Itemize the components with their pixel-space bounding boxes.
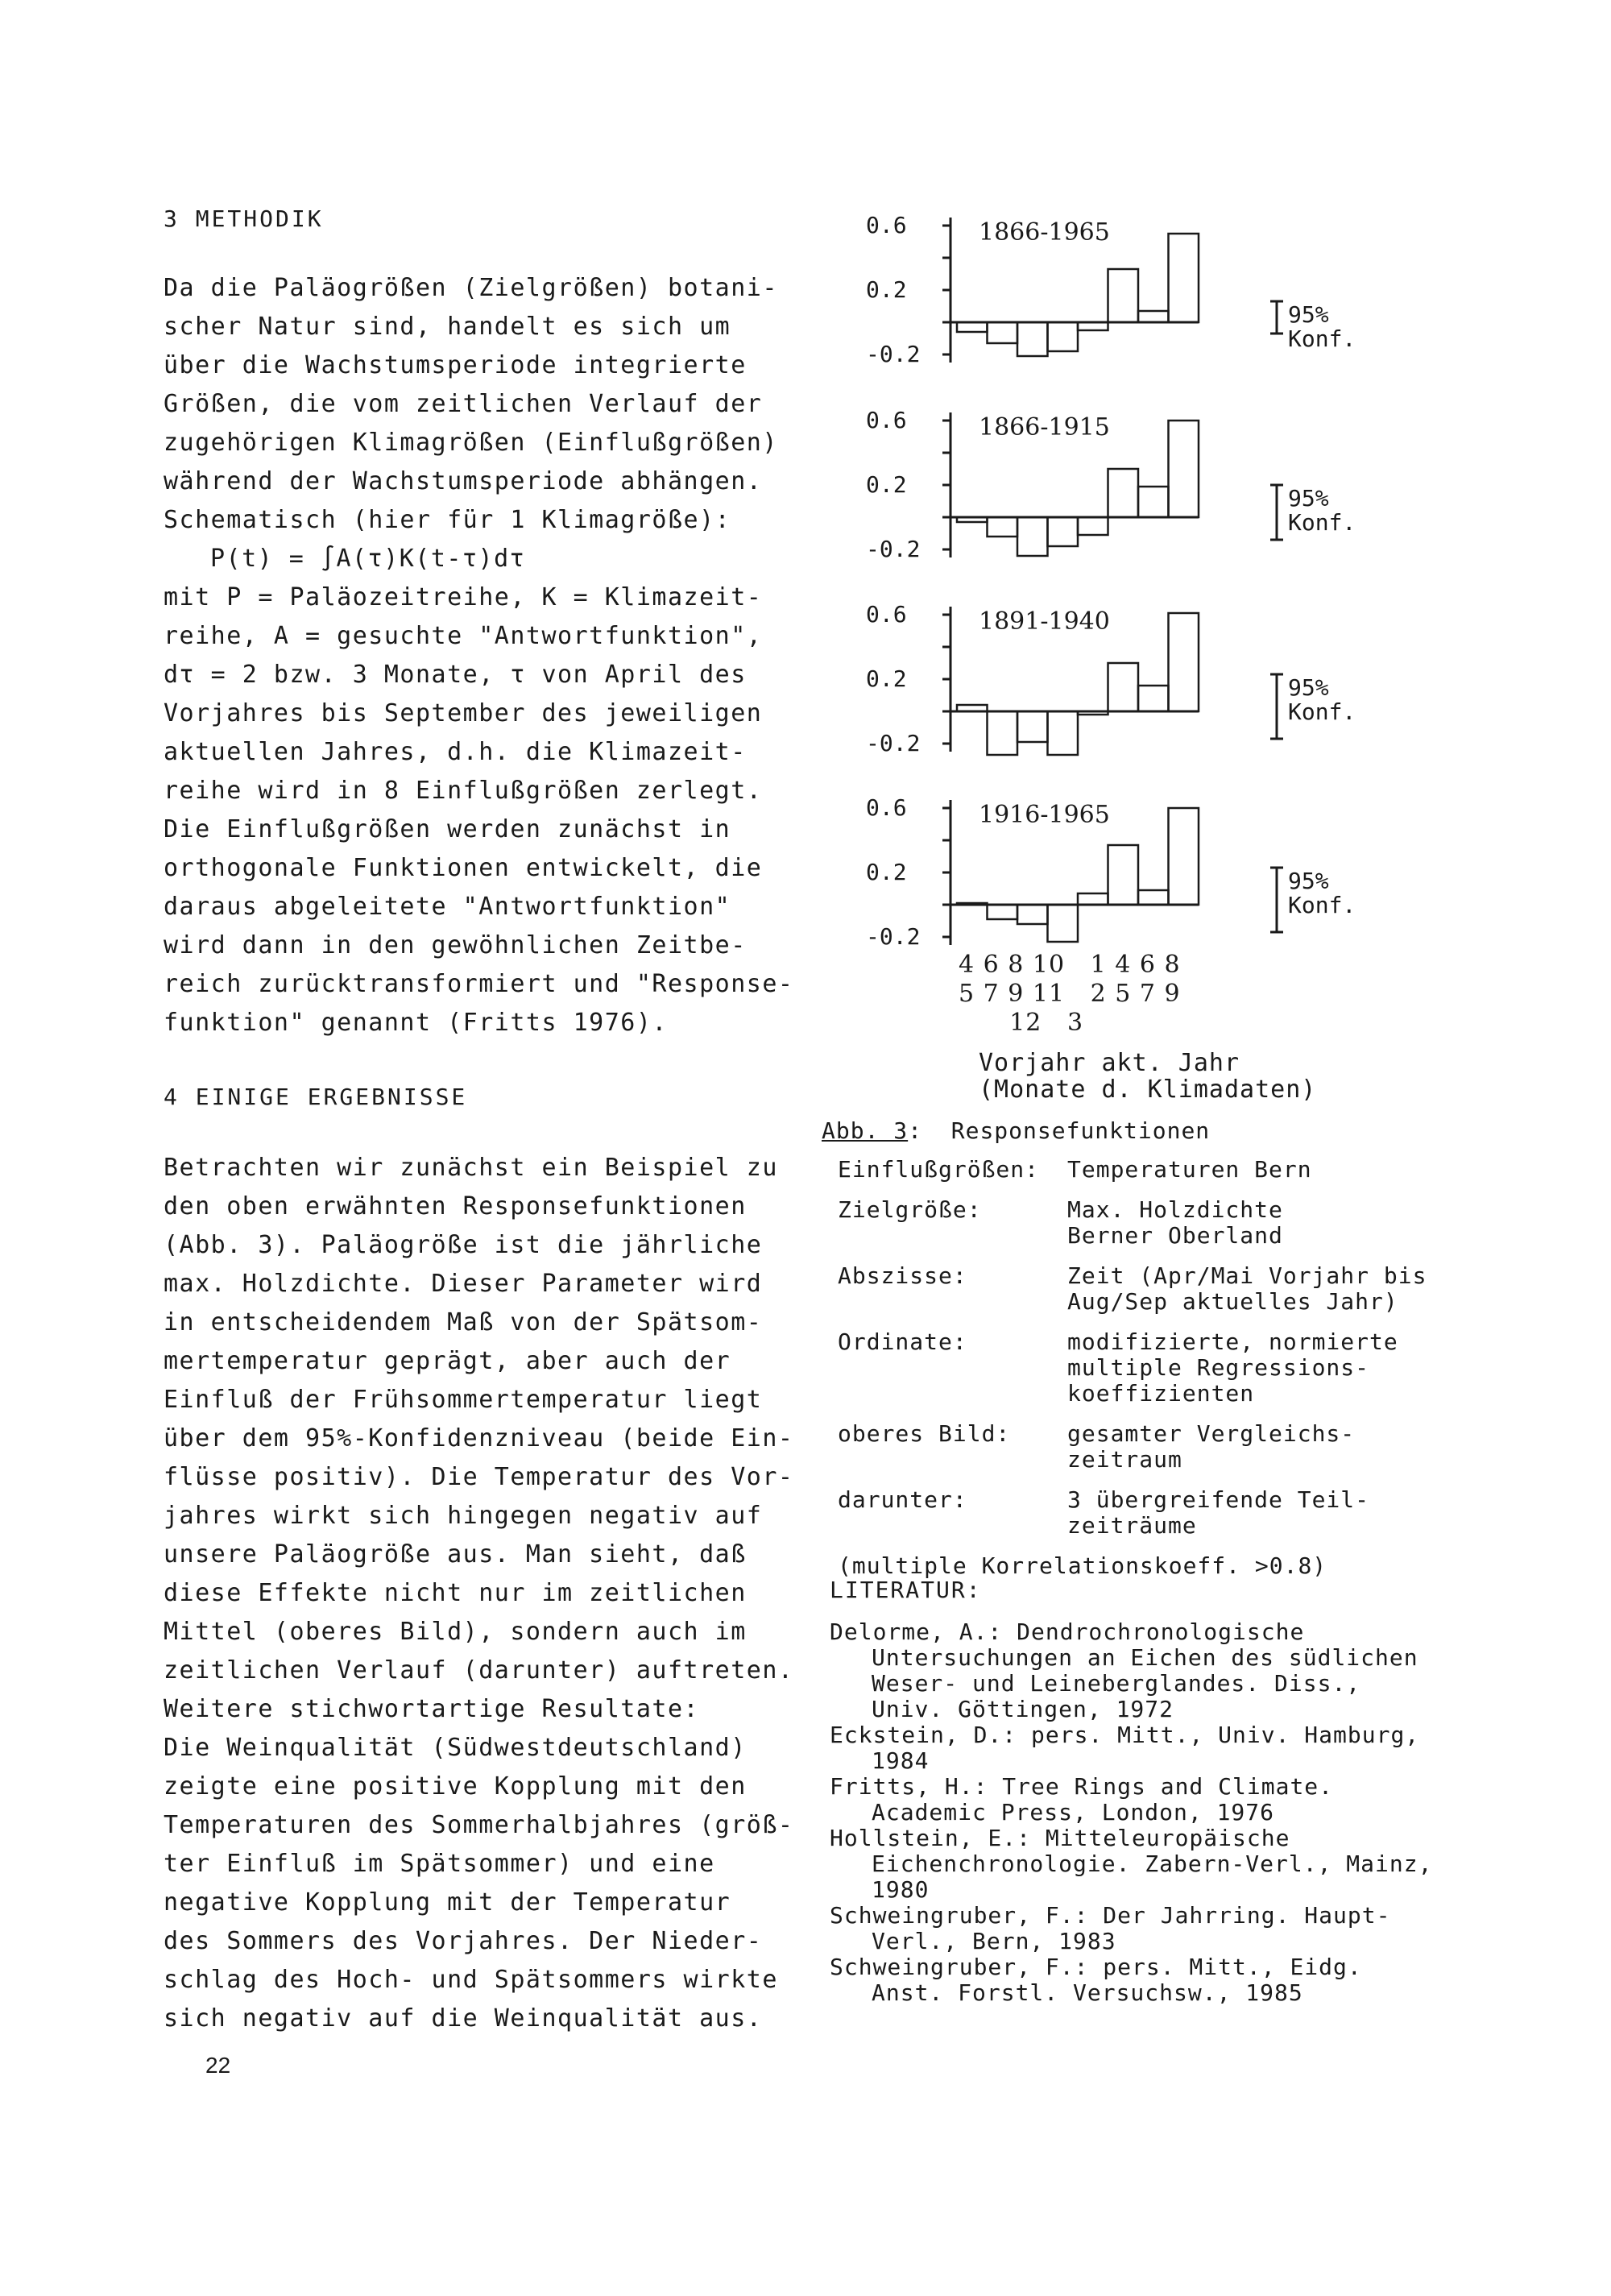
- panel-title: 1866-1915: [979, 413, 1110, 441]
- caption-note: (multiple Korrelationskoeff. >0.8): [838, 1552, 1327, 1579]
- caption-key: Einflußgrößen:: [838, 1156, 1040, 1183]
- text-line: Mittel (oberes Bild), sondern auch im: [164, 1618, 747, 1646]
- caption-key: oberes Bild:: [838, 1420, 1011, 1447]
- text-line: daraus abgeleitete "Antwortfunktion": [164, 893, 731, 921]
- response-bar: [1017, 517, 1048, 556]
- confidence-label: Konf.: [1288, 892, 1356, 918]
- text-line: dτ = 2 bzw. 3 Monate, τ von April des: [164, 661, 747, 689]
- text-line: Größen, die vom zeitlichen Verlauf der: [164, 390, 763, 418]
- text-line: während der Wachstumsperiode abhängen.: [164, 467, 763, 495]
- text-line: ter Einfluß im Spätsommer) und eine: [164, 1850, 715, 1878]
- text-line: Betrachten wir zunächst ein Beispiel zu: [164, 1154, 778, 1182]
- literature-entry: Hollstein, E.: Mitteleuropäische Eichenchronologie. Zabern-Verl., Mainz, 1980: [830, 1825, 1433, 1903]
- caption-value: gesamter Vergleichs- zeitraum: [1067, 1420, 1356, 1473]
- response-bar: [1017, 711, 1048, 742]
- text-line: Die Einflußgrößen werden zunächst in: [164, 815, 731, 843]
- text-line: diese Effekte nicht nur im zeitlichen: [164, 1579, 747, 1607]
- confidence-label: 95%: [1288, 485, 1329, 512]
- response-bar: [1078, 893, 1108, 905]
- response-bar: [1138, 311, 1169, 322]
- caption-key: Zielgröße:: [838, 1196, 982, 1223]
- literature-list: [830, 1619, 1442, 2006]
- response-bar: [1017, 322, 1048, 356]
- panel-title: 1891-1940: [979, 607, 1110, 636]
- caption-value: Zeit (Apr/Mai Vorjahr bis Aug/Sep aktuelles Jahr): [1067, 1262, 1427, 1315]
- caption-row: [822, 1487, 1434, 1539]
- y-tick-label: -0.2: [866, 536, 921, 562]
- text-line: Die Weinqualität (Südwestdeutschland): [164, 1734, 747, 1762]
- text-line: des Sommers des Vorjahres. Der Nieder-: [164, 1927, 763, 1955]
- text-line: mertemperatur geprägt, aber auch der: [164, 1347, 731, 1375]
- caption-value: Temperaturen Bern: [1067, 1156, 1312, 1183]
- response-bar: [1048, 322, 1079, 351]
- literature-entry: Schweingruber, F.: pers. Mitt., Eidg. Anst. Forstl. Versuchsw., 1985: [830, 1954, 1362, 2006]
- section-3-heading: 3 METHODIK: [164, 205, 324, 232]
- text-line: negative Kopplung mit der Temperatur: [164, 1888, 731, 1917]
- caption-table: [822, 1157, 1434, 1539]
- caption-value: 3 übergreifende Teil- zeiträume: [1067, 1486, 1370, 1539]
- response-charts: [830, 193, 1394, 951]
- response-bar: [1048, 905, 1079, 942]
- text-line: scher Natur sind, handelt es sich um: [164, 313, 731, 341]
- x-tick-row-3: 12 3: [959, 1009, 1084, 1037]
- response-bar: [1108, 845, 1139, 905]
- panel-title: 1916-1965: [979, 801, 1110, 829]
- caption-key: Ordinate:: [838, 1328, 967, 1355]
- response-bar: [957, 322, 988, 332]
- literature-entry: Eckstein, D.: pers. Mitt., Univ. Hamburg, 1984: [830, 1722, 1420, 1774]
- literature-heading: LITERATUR:: [830, 1577, 982, 1603]
- caption-key: Abszisse:: [838, 1262, 967, 1289]
- caption-row: [822, 1421, 1434, 1473]
- response-bar: [1138, 487, 1169, 517]
- page-number: 22: [205, 2053, 231, 2078]
- text-line: (Abb. 3). Paläogröße ist die jährliche: [164, 1231, 763, 1259]
- methodik-paragraph-2: [164, 578, 808, 1042]
- response-bar: [1048, 517, 1079, 546]
- response-bar: [1048, 711, 1079, 755]
- response-bar: [1078, 711, 1108, 715]
- text-line: reihe, A = gesuchte "Antwortfunktion",: [164, 622, 763, 650]
- x-axis-title-2: (Monate d. Klimadaten): [979, 1075, 1317, 1104]
- confidence-label: 95%: [1288, 301, 1329, 328]
- methodik-paragraph-1: [164, 269, 808, 540]
- caption-colon: :: [908, 1117, 923, 1144]
- text-line: flüsse positiv). Die Temperatur des Vor-: [164, 1463, 794, 1491]
- y-tick-label: 0.6: [866, 601, 907, 628]
- text-line: Einfluß der Frühsommertemperatur liegt: [164, 1386, 763, 1414]
- text-line: Weitere stichwortartige Resultate:: [164, 1695, 700, 1723]
- response-bar: [988, 322, 1018, 343]
- text-line: Temperaturen des Sommerhalbjahres (größ-: [164, 1811, 794, 1839]
- text-line: Schematisch (hier für 1 Klimagröße):: [164, 506, 731, 534]
- ergebnisse-paragraph: [164, 1149, 808, 2038]
- figure-caption: [822, 1118, 1434, 1579]
- response-bar: [1108, 663, 1139, 711]
- caption-row: [822, 1157, 1434, 1183]
- literature-entry: Schweingruber, F.: Der Jahrring. Haupt-Verl., Bern, 1983: [830, 1902, 1391, 1954]
- text-line: in entscheidendem Maß von der Spätsom-: [164, 1308, 763, 1337]
- y-tick-label: 0.2: [866, 665, 907, 692]
- caption-row: [822, 1329, 1434, 1407]
- text-line: zugehörigen Klimagrößen (Einflußgrößen): [164, 429, 778, 457]
- response-bar: [957, 705, 988, 711]
- y-tick-label: 0.2: [866, 859, 907, 885]
- response-bar: [1169, 421, 1199, 517]
- text-line: über dem 95%-Konfidenzniveau (beide Ein-: [164, 1424, 794, 1453]
- caption-value: Max. Holzdichte Berner Oberland: [1067, 1196, 1283, 1249]
- x-tick-row-1: 4 6 8 10 1 4 6 8: [959, 951, 1181, 979]
- text-line: wird dann in den gewöhnlichen Zeitbe-: [164, 931, 747, 959]
- y-tick-label: 0.6: [866, 407, 907, 433]
- caption-title: Responsefunktionen: [950, 1117, 1211, 1144]
- response-formula: P(t) = ∫A(τ)K(t-τ)dτ: [210, 545, 526, 573]
- response-bar: [1108, 269, 1139, 322]
- caption-value: modifizierte, normierte multiple Regressions- koeffizienten: [1067, 1328, 1398, 1407]
- literature-entry: Delorme, A.: Dendrochronologische Untersuchungen an Eichen des südlichen Weser- und Leineberglandes. Diss., Univ. Göttingen, 1972: [830, 1618, 1418, 1722]
- x-tick-row-2: 5 7 9 11 2 5 7 9: [959, 980, 1181, 1008]
- response-bar: [988, 517, 1018, 537]
- text-line: Vorjahres bis September des jeweiligen: [164, 699, 763, 727]
- text-line: mit P = Paläozeitreihe, K = Klimazeit-: [164, 583, 763, 611]
- y-tick-label: 0.2: [866, 471, 907, 498]
- response-bar: [988, 711, 1018, 755]
- response-bar: [1138, 686, 1169, 711]
- response-bar: [988, 905, 1018, 919]
- literature-entry: Fritts, H.: Tree Rings and Climate. Academic Press, London, 1976: [830, 1773, 1334, 1826]
- section-4-heading: 4 EINIGE ERGEBNISSE: [164, 1084, 468, 1110]
- y-tick-label: -0.2: [866, 923, 921, 950]
- response-bar: [1169, 234, 1199, 322]
- text-line: schlag des Hoch- und Spätsommers wirkte: [164, 1966, 778, 1994]
- confidence-label: Konf.: [1288, 698, 1356, 725]
- caption-label: Abb. 3: [822, 1117, 909, 1144]
- response-bar: [1138, 890, 1169, 905]
- y-tick-label: 0.2: [866, 276, 907, 303]
- text-line: orthogonale Funktionen entwickelt, die: [164, 854, 763, 882]
- confidence-label: 95%: [1288, 868, 1329, 894]
- text-line: funktion" genannt (Fritts 1976).: [164, 1009, 668, 1037]
- text-line: den oben erwähnten Responsefunktionen: [164, 1192, 747, 1221]
- panel-title: 1866-1965: [979, 218, 1110, 247]
- response-bar: [1078, 517, 1108, 535]
- x-axis-title-1: Vorjahr akt. Jahr: [979, 1049, 1240, 1077]
- y-tick-label: -0.2: [866, 730, 921, 756]
- response-bar: [1108, 469, 1139, 517]
- text-line: sich negativ auf die Weinqualität aus.: [164, 2004, 763, 2033]
- caption-row: [822, 1197, 1434, 1249]
- confidence-label: 95%: [1288, 674, 1329, 701]
- response-bar: [1169, 808, 1199, 905]
- text-line: unsere Paläogröße aus. Man sieht, daß: [164, 1540, 747, 1569]
- text-line: max. Holzdichte. Dieser Parameter wird: [164, 1270, 763, 1298]
- text-line: jahres wirkt sich hingegen negativ auf: [164, 1502, 763, 1530]
- response-bar: [957, 517, 988, 522]
- y-tick-label: -0.2: [866, 341, 921, 367]
- confidence-label: Konf.: [1288, 325, 1356, 352]
- text-line: Da die Paläogrößen (Zielgrößen) botani-: [164, 274, 778, 302]
- response-bar: [1017, 905, 1048, 924]
- caption-row: [822, 1263, 1434, 1315]
- response-function-figure: [830, 193, 1394, 1104]
- text-line: reihe wird in 8 Einflußgrößen zerlegt.: [164, 777, 763, 805]
- y-tick-label: 0.6: [866, 212, 907, 238]
- text-line: zeigte eine positive Kopplung mit den: [164, 1772, 747, 1801]
- left-column: [164, 200, 808, 2038]
- text-line: aktuellen Jahres, d.h. die Klimazeit-: [164, 738, 747, 766]
- text-line: reich zurücktransformiert und "Response-: [164, 970, 794, 998]
- response-bar: [957, 903, 988, 905]
- literature-section: [830, 1577, 1442, 2006]
- text-line: zeitlichen Verlauf (darunter) auftreten.: [164, 1656, 794, 1685]
- response-bar: [1169, 613, 1199, 711]
- text-line: über die Wachstumsperiode integrierte: [164, 351, 747, 379]
- y-tick-label: 0.6: [866, 794, 907, 821]
- confidence-label: Konf.: [1288, 509, 1356, 536]
- caption-key: darunter:: [838, 1486, 967, 1513]
